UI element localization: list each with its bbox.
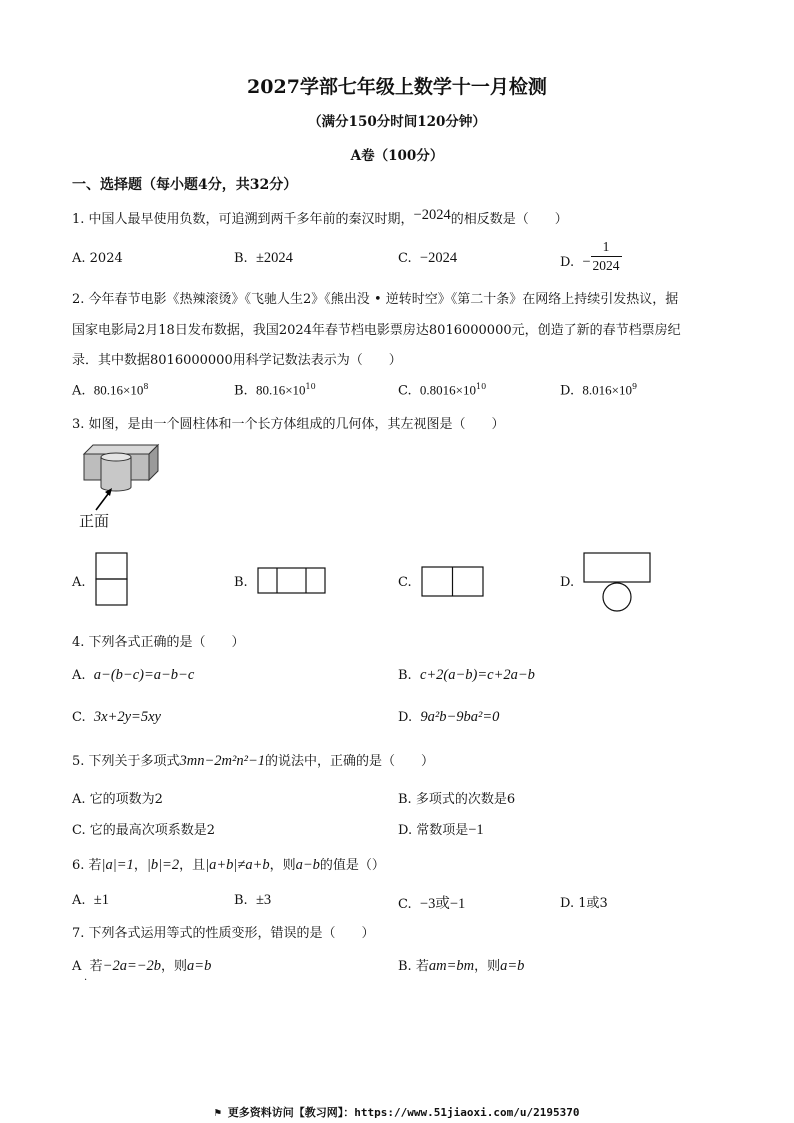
question-1-text-end: 的相反数是（ ） — [450, 212, 568, 227]
score-time-note: （满分150分时间120分钟） — [308, 114, 486, 130]
question-3: 3. 如图，是由一个圆柱体和一个长方体组成的几何体，其左视图是（ ） — [72, 417, 505, 432]
q5-option-c: C. 它的最高次项系数是2 — [72, 823, 216, 838]
q3-option-b-label: B. — [234, 575, 248, 590]
q4-option-a: A. a−(b−c)=a−b−c — [72, 667, 195, 683]
q6-option-c: C. −3或−1 — [398, 896, 466, 912]
q1-option-a: A. 2024 — [72, 251, 123, 266]
q1-option-d: D. − $\frac{1}{2024}$ — [560, 239, 620, 273]
question-1-text: 1. 中国人最早使用负数，可追溯到两千多年前的秦汉时期， — [72, 212, 414, 227]
box-top-face — [84, 445, 158, 454]
q3-option-c-figure — [421, 566, 485, 598]
q3-option-d-label: D. — [560, 575, 575, 590]
q1-option-d-fraction: $\frac{1}{2024}$ — [592, 239, 620, 273]
stray-dot: . — [84, 972, 88, 983]
q6-option-a: A. ±1 — [72, 892, 110, 908]
question-1 — [72, 208, 568, 228]
q5-option-d: D. 常数项是−1 — [398, 822, 484, 838]
q5-option-a: A. 它的项数为2 — [72, 792, 163, 807]
flag-icon: ⚑ — [214, 1106, 228, 1119]
question-2-line-3: 录．其中数据8016000000用科学记数法表示为（ ） — [72, 353, 402, 368]
question-7: 7. 下列各式运用等式的性质变形，错误的是（ ） — [72, 926, 375, 941]
volume-heading: A卷（100分） — [350, 148, 444, 164]
q6-option-b: B. ±3 — [234, 892, 272, 908]
q4-option-d: D. 9a²b−9ba²=0 — [398, 709, 500, 725]
front-view-label: 正面 — [79, 512, 110, 530]
question-5: 5. 下列关于多项式3mn−2m²n²−1的说法中，正确的是（ ） — [72, 753, 435, 769]
q2-option-c: C. $0.8016\times 10^{10}$ — [398, 382, 487, 399]
q2-option-a: A. $80.16\times 10^8$ — [72, 382, 149, 399]
question-2-line-1: 2. 今年春节电影《热辣滚烫》《飞驰人生2》《熊出没 • 逆转时空》《第二十条》在网络上持续引发热议，据 — [72, 292, 679, 307]
q1-option-b: B. ±2024 — [234, 250, 293, 266]
q7-option-a: A 若−2a=−2b，则a=b — [72, 958, 212, 974]
question-6: 6. 若|a|=1，|b|=2，且|a+b|≠a+b，则a−b的值是（） — [72, 857, 385, 873]
q3-option-c-label: C. — [398, 575, 412, 590]
question-5-expr: 3mn−2m²n²−1 — [179, 753, 266, 769]
q5-option-b: B. 多项式的次数是6 — [398, 792, 516, 807]
q2-option-b: B. $80.16\times 10^{10}$ — [234, 382, 316, 399]
q3-option-a-label: A. — [72, 575, 86, 590]
q3-option-a-figure — [95, 552, 129, 608]
q4-option-b: B. c+2(a−b)=c+2a−b — [398, 667, 535, 683]
question-2-line-2: 国家电影局2月18日发布数据，我国2024年春节档电影票房达8016000000元，创造了新的春节档票房纪 — [72, 323, 681, 338]
q3-option-b-figure — [257, 567, 327, 595]
page-title: 2027学部七年级上数学十一月检测 — [247, 76, 547, 98]
q1-option-c: C. −2024 — [398, 250, 458, 266]
q7-option-b: B. 若am=bm，则a=b — [398, 958, 525, 974]
section-heading: 一、选择题（每小题4分，共32分） — [72, 177, 298, 193]
question-1-expr: −2024 — [413, 207, 451, 223]
q4-option-c: C. 3x+2y=5xy — [72, 709, 161, 725]
question-4: 4. 下列各式正确的是（ ） — [72, 635, 245, 650]
q3-option-d-figure — [583, 552, 653, 614]
q6-option-d: D. 1或3 — [560, 896, 608, 911]
footer-link[interactable]: ⚑ 更多资料访问【教习网】：https://www.51jiaoxi.com/u/2195370 — [214, 1106, 580, 1119]
q2-option-d: D. $8.016\times 10^9$ — [560, 382, 638, 399]
cylinder-top — [101, 453, 131, 461]
